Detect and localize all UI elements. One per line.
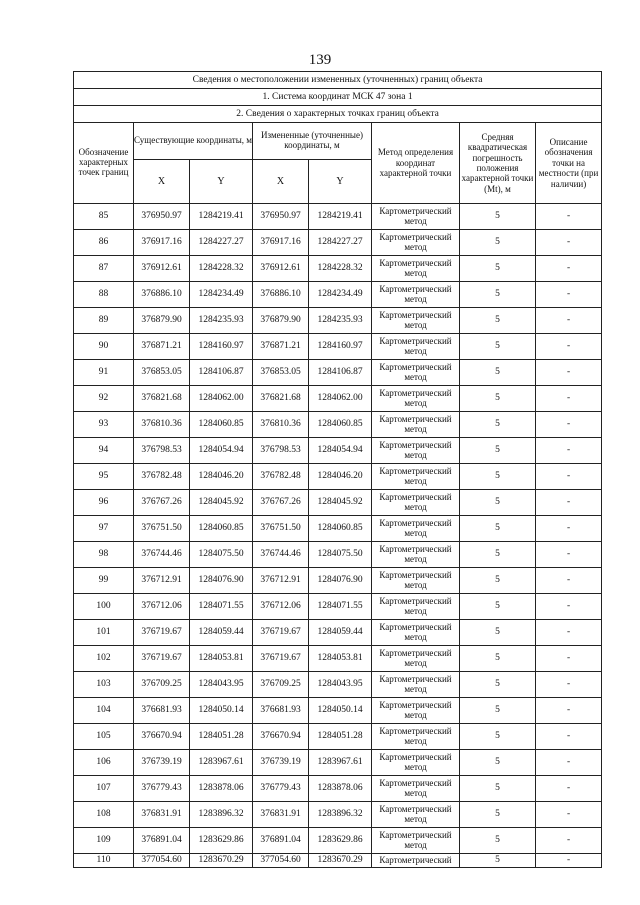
changed-x-cell: 376681.93 xyxy=(253,698,309,724)
point-cell: 106 xyxy=(74,750,134,776)
existing-x-cell: 376681.93 xyxy=(134,698,190,724)
existing-y-cell: 1284043.95 xyxy=(190,672,253,698)
existing-x-cell: 376719.67 xyxy=(134,646,190,672)
existing-y-cell: 1284234.49 xyxy=(190,282,253,308)
point-cell: 100 xyxy=(74,594,134,620)
changed-x-cell: 376767.26 xyxy=(253,490,309,516)
existing-y-cell: 1283670.29 xyxy=(190,854,253,868)
existing-x-cell: 376712.91 xyxy=(134,568,190,594)
method-cell: Картометрический метод xyxy=(372,282,460,308)
rms-cell: 5 xyxy=(460,464,536,490)
method-cell: Картометрический метод xyxy=(372,828,460,854)
method-cell: Картометрический метод xyxy=(372,438,460,464)
rms-cell: 5 xyxy=(460,828,536,854)
description-cell: - xyxy=(536,230,602,256)
method-cell: Картометрический метод xyxy=(372,386,460,412)
method-cell: Картометрический метод xyxy=(372,568,460,594)
rms-cell: 5 xyxy=(460,282,536,308)
header-existing-coordinates: Существующие координаты, м xyxy=(134,123,253,160)
existing-y-cell: 1284054.94 xyxy=(190,438,253,464)
existing-x-cell: 376831.91 xyxy=(134,802,190,828)
table-row xyxy=(74,776,602,802)
changed-x-cell: 376751.50 xyxy=(253,516,309,542)
rms-cell: 5 xyxy=(460,438,536,464)
changed-y-cell: 1284059.44 xyxy=(309,620,372,646)
header-point: Обозначение характерных точек границ xyxy=(74,123,134,204)
table-row xyxy=(74,542,602,568)
method-cell: Картометрический метод xyxy=(372,334,460,360)
description-cell: - xyxy=(536,568,602,594)
method-cell: Картометрический метод xyxy=(372,698,460,724)
description-cell: - xyxy=(536,776,602,802)
changed-x-cell: 376853.05 xyxy=(253,360,309,386)
point-cell: 86 xyxy=(74,230,134,256)
table-row xyxy=(74,438,602,464)
rms-cell: 5 xyxy=(460,646,536,672)
rms-cell: 5 xyxy=(460,412,536,438)
point-cell: 91 xyxy=(74,360,134,386)
description-cell: - xyxy=(536,620,602,646)
header-existing-x: X xyxy=(134,160,190,204)
changed-y-cell: 1284160.97 xyxy=(309,334,372,360)
header-method: Метод определения координат характерной точки xyxy=(372,123,460,204)
changed-x-cell: 376871.21 xyxy=(253,334,309,360)
coordinate-system-heading: 1. Система координат МСК 47 зона 1 xyxy=(74,89,602,106)
rms-cell: 5 xyxy=(460,542,536,568)
existing-x-cell: 376719.67 xyxy=(134,620,190,646)
rms-cell: 5 xyxy=(460,308,536,334)
table-row xyxy=(74,828,602,854)
point-cell: 92 xyxy=(74,386,134,412)
description-cell: - xyxy=(536,282,602,308)
changed-y-cell: 1284060.85 xyxy=(309,516,372,542)
existing-y-cell: 1284046.20 xyxy=(190,464,253,490)
existing-y-cell: 1284106.87 xyxy=(190,360,253,386)
description-cell: - xyxy=(536,308,602,334)
existing-y-cell: 1284075.50 xyxy=(190,542,253,568)
existing-y-cell: 1284227.27 xyxy=(190,230,253,256)
existing-x-cell: 376709.25 xyxy=(134,672,190,698)
point-cell: 88 xyxy=(74,282,134,308)
existing-y-cell: 1284053.81 xyxy=(190,646,253,672)
existing-y-cell: 1284076.90 xyxy=(190,568,253,594)
point-cell: 110 xyxy=(74,854,134,868)
rms-cell: 5 xyxy=(460,490,536,516)
table-row xyxy=(74,594,602,620)
existing-y-cell: 1284062.00 xyxy=(190,386,253,412)
method-cell: Картометрический метод xyxy=(372,646,460,672)
method-cell: Картометрический метод xyxy=(372,230,460,256)
existing-x-cell: 376810.36 xyxy=(134,412,190,438)
rms-cell: 5 xyxy=(460,256,536,282)
changed-y-cell: 1284228.32 xyxy=(309,256,372,282)
rms-cell: 5 xyxy=(460,516,536,542)
changed-x-cell: 376670.94 xyxy=(253,724,309,750)
header-description: Описание обозначения точки на местности (при наличии) xyxy=(536,123,602,204)
existing-x-cell: 376767.26 xyxy=(134,490,190,516)
changed-y-cell: 1284075.50 xyxy=(309,542,372,568)
table-row xyxy=(74,724,602,750)
existing-x-cell: 376879.90 xyxy=(134,308,190,334)
description-cell: - xyxy=(536,724,602,750)
changed-x-cell: 376719.67 xyxy=(253,646,309,672)
changed-x-cell: 376831.91 xyxy=(253,802,309,828)
method-cell: Картометрический xyxy=(372,854,460,868)
table-row xyxy=(74,620,602,646)
changed-x-cell: 376709.25 xyxy=(253,672,309,698)
changed-y-cell: 1283878.06 xyxy=(309,776,372,802)
description-cell: - xyxy=(536,490,602,516)
table-row xyxy=(74,750,602,776)
description-cell: - xyxy=(536,542,602,568)
existing-y-cell: 1284059.44 xyxy=(190,620,253,646)
changed-x-cell: 376821.68 xyxy=(253,386,309,412)
method-cell: Картометрический метод xyxy=(372,776,460,802)
changed-y-cell: 1284043.95 xyxy=(309,672,372,698)
description-cell: - xyxy=(536,698,602,724)
rms-cell: 5 xyxy=(460,386,536,412)
existing-y-cell: 1284060.85 xyxy=(190,516,253,542)
changed-y-cell: 1284062.00 xyxy=(309,386,372,412)
changed-x-cell: 376712.91 xyxy=(253,568,309,594)
existing-y-cell: 1284228.32 xyxy=(190,256,253,282)
rms-cell: 5 xyxy=(460,360,536,386)
method-cell: Картометрический метод xyxy=(372,464,460,490)
description-cell: - xyxy=(536,828,602,854)
changed-x-cell: 376917.16 xyxy=(253,230,309,256)
table-row xyxy=(74,334,602,360)
point-cell: 109 xyxy=(74,828,134,854)
existing-y-cell: 1284160.97 xyxy=(190,334,253,360)
method-cell: Картометрический метод xyxy=(372,750,460,776)
changed-y-cell: 1283967.61 xyxy=(309,750,372,776)
table-row xyxy=(74,360,602,386)
method-cell: Картометрический метод xyxy=(372,672,460,698)
table-row xyxy=(74,490,602,516)
point-cell: 90 xyxy=(74,334,134,360)
point-cell: 97 xyxy=(74,516,134,542)
point-cell: 102 xyxy=(74,646,134,672)
existing-x-cell: 376779.43 xyxy=(134,776,190,802)
point-cell: 94 xyxy=(74,438,134,464)
changed-x-cell: 376912.61 xyxy=(253,256,309,282)
changed-x-cell: 376712.06 xyxy=(253,594,309,620)
description-cell: - xyxy=(536,334,602,360)
existing-y-cell: 1283896.32 xyxy=(190,802,253,828)
existing-x-cell: 376950.97 xyxy=(134,204,190,230)
header-changed-x: X xyxy=(253,160,309,204)
table-row xyxy=(74,698,602,724)
changed-x-cell: 376891.04 xyxy=(253,828,309,854)
rms-cell: 5 xyxy=(460,230,536,256)
method-cell: Картометрический метод xyxy=(372,542,460,568)
description-cell: - xyxy=(536,646,602,672)
existing-x-cell: 376912.61 xyxy=(134,256,190,282)
method-cell: Картометрический метод xyxy=(372,516,460,542)
rms-cell: 5 xyxy=(460,204,536,230)
existing-y-cell: 1284071.55 xyxy=(190,594,253,620)
description-cell: - xyxy=(536,438,602,464)
rms-cell: 5 xyxy=(460,620,536,646)
changed-x-cell: 376810.36 xyxy=(253,412,309,438)
existing-x-cell: 376917.16 xyxy=(134,230,190,256)
description-cell: - xyxy=(536,750,602,776)
point-cell: 93 xyxy=(74,412,134,438)
changed-y-cell: 1284050.14 xyxy=(309,698,372,724)
changed-y-cell: 1284051.28 xyxy=(309,724,372,750)
changed-y-cell: 1283896.32 xyxy=(309,802,372,828)
point-cell: 85 xyxy=(74,204,134,230)
point-cell: 99 xyxy=(74,568,134,594)
description-cell: - xyxy=(536,464,602,490)
header-changed-coordinates: Измененные (уточненные) координаты, м xyxy=(253,123,372,160)
changed-y-cell: 1284219.41 xyxy=(309,204,372,230)
point-cell: 105 xyxy=(74,724,134,750)
existing-y-cell: 1283629.86 xyxy=(190,828,253,854)
point-cell: 107 xyxy=(74,776,134,802)
existing-y-cell: 1283878.06 xyxy=(190,776,253,802)
table-row xyxy=(74,282,602,308)
point-cell: 104 xyxy=(74,698,134,724)
table-row xyxy=(74,386,602,412)
description-cell: - xyxy=(536,256,602,282)
point-cell: 103 xyxy=(74,672,134,698)
existing-x-cell: 376744.46 xyxy=(134,542,190,568)
changed-y-cell: 1284060.85 xyxy=(309,412,372,438)
method-cell: Картометрический метод xyxy=(372,594,460,620)
points-section-heading: 2. Сведения о характерных точках границ объекта xyxy=(74,106,602,123)
existing-y-cell: 1283967.61 xyxy=(190,750,253,776)
point-cell: 96 xyxy=(74,490,134,516)
table-row xyxy=(74,646,602,672)
table-row xyxy=(74,802,602,828)
changed-y-cell: 1284076.90 xyxy=(309,568,372,594)
description-cell: - xyxy=(536,672,602,698)
changed-y-cell: 1284235.93 xyxy=(309,308,372,334)
table-row xyxy=(74,204,602,230)
method-cell: Картометрический метод xyxy=(372,620,460,646)
existing-x-cell: 376782.48 xyxy=(134,464,190,490)
method-cell: Картометрический метод xyxy=(372,724,460,750)
existing-y-cell: 1284050.14 xyxy=(190,698,253,724)
existing-x-cell: 377054.60 xyxy=(134,854,190,868)
existing-y-cell: 1284060.85 xyxy=(190,412,253,438)
changed-y-cell: 1284046.20 xyxy=(309,464,372,490)
table-row xyxy=(74,672,602,698)
rms-cell: 5 xyxy=(460,854,536,868)
description-cell: - xyxy=(536,386,602,412)
rms-cell: 5 xyxy=(460,776,536,802)
rms-cell: 5 xyxy=(460,750,536,776)
changed-y-cell: 1284071.55 xyxy=(309,594,372,620)
header-rms-error: Средняя квадратическая погрешность положения характерной точки (Mt), м xyxy=(460,123,536,204)
rms-cell: 5 xyxy=(460,568,536,594)
description-cell: - xyxy=(536,802,602,828)
point-cell: 95 xyxy=(74,464,134,490)
existing-x-cell: 376670.94 xyxy=(134,724,190,750)
description-cell: - xyxy=(536,594,602,620)
boundary-points-table xyxy=(73,71,602,868)
point-cell: 98 xyxy=(74,542,134,568)
changed-y-cell: 1284234.49 xyxy=(309,282,372,308)
method-cell: Картометрический метод xyxy=(372,204,460,230)
existing-x-cell: 376798.53 xyxy=(134,438,190,464)
rms-cell: 5 xyxy=(460,698,536,724)
point-cell: 108 xyxy=(74,802,134,828)
rms-cell: 5 xyxy=(460,724,536,750)
table-row xyxy=(74,568,602,594)
existing-x-cell: 376891.04 xyxy=(134,828,190,854)
table-row xyxy=(74,256,602,282)
rms-cell: 5 xyxy=(460,334,536,360)
existing-x-cell: 376886.10 xyxy=(134,282,190,308)
changed-x-cell: 376779.43 xyxy=(253,776,309,802)
table-row xyxy=(74,308,602,334)
changed-x-cell: 376950.97 xyxy=(253,204,309,230)
header-existing-y: Y xyxy=(190,160,253,204)
table-row xyxy=(74,516,602,542)
method-cell: Картометрический метод xyxy=(372,360,460,386)
changed-y-cell: 1283629.86 xyxy=(309,828,372,854)
existing-x-cell: 376871.21 xyxy=(134,334,190,360)
changed-y-cell: 1284053.81 xyxy=(309,646,372,672)
table-row xyxy=(74,412,602,438)
changed-x-cell: 376798.53 xyxy=(253,438,309,464)
changed-x-cell: 376879.90 xyxy=(253,308,309,334)
changed-x-cell: 376782.48 xyxy=(253,464,309,490)
existing-y-cell: 1284051.28 xyxy=(190,724,253,750)
changed-y-cell: 1284106.87 xyxy=(309,360,372,386)
changed-x-cell: 376744.46 xyxy=(253,542,309,568)
rms-cell: 5 xyxy=(460,802,536,828)
method-cell: Картометрический метод xyxy=(372,490,460,516)
rms-cell: 5 xyxy=(460,594,536,620)
table-body xyxy=(74,204,602,868)
point-cell: 87 xyxy=(74,256,134,282)
header-changed-y: Y xyxy=(309,160,372,204)
method-cell: Картометрический метод xyxy=(372,412,460,438)
description-cell: - xyxy=(536,516,602,542)
changed-x-cell: 376719.67 xyxy=(253,620,309,646)
existing-y-cell: 1284235.93 xyxy=(190,308,253,334)
existing-x-cell: 376712.06 xyxy=(134,594,190,620)
description-cell: - xyxy=(536,412,602,438)
method-cell: Картометрический метод xyxy=(372,308,460,334)
existing-x-cell: 376853.05 xyxy=(134,360,190,386)
table-row xyxy=(74,230,602,256)
table-row xyxy=(74,854,602,868)
changed-x-cell: 376886.10 xyxy=(253,282,309,308)
point-cell: 89 xyxy=(74,308,134,334)
description-cell: - xyxy=(536,360,602,386)
point-cell: 101 xyxy=(74,620,134,646)
existing-x-cell: 376821.68 xyxy=(134,386,190,412)
table-row xyxy=(74,464,602,490)
changed-x-cell: 377054.60 xyxy=(253,854,309,868)
changed-y-cell: 1284054.94 xyxy=(309,438,372,464)
description-cell: - xyxy=(536,854,602,868)
existing-y-cell: 1284045.92 xyxy=(190,490,253,516)
existing-y-cell: 1284219.41 xyxy=(190,204,253,230)
description-cell: - xyxy=(536,204,602,230)
rms-cell: 5 xyxy=(460,672,536,698)
method-cell: Картометрический метод xyxy=(372,256,460,282)
existing-x-cell: 376739.19 xyxy=(134,750,190,776)
changed-y-cell: 1284045.92 xyxy=(309,490,372,516)
method-cell: Картометрический метод xyxy=(372,802,460,828)
changed-y-cell: 1284227.27 xyxy=(309,230,372,256)
page-number: 139 xyxy=(308,52,332,68)
changed-x-cell: 376739.19 xyxy=(253,750,309,776)
changed-y-cell: 1283670.29 xyxy=(309,854,372,868)
existing-x-cell: 376751.50 xyxy=(134,516,190,542)
table-title: Сведения о местоположении измененных (уточненных) границ объекта xyxy=(74,72,602,89)
